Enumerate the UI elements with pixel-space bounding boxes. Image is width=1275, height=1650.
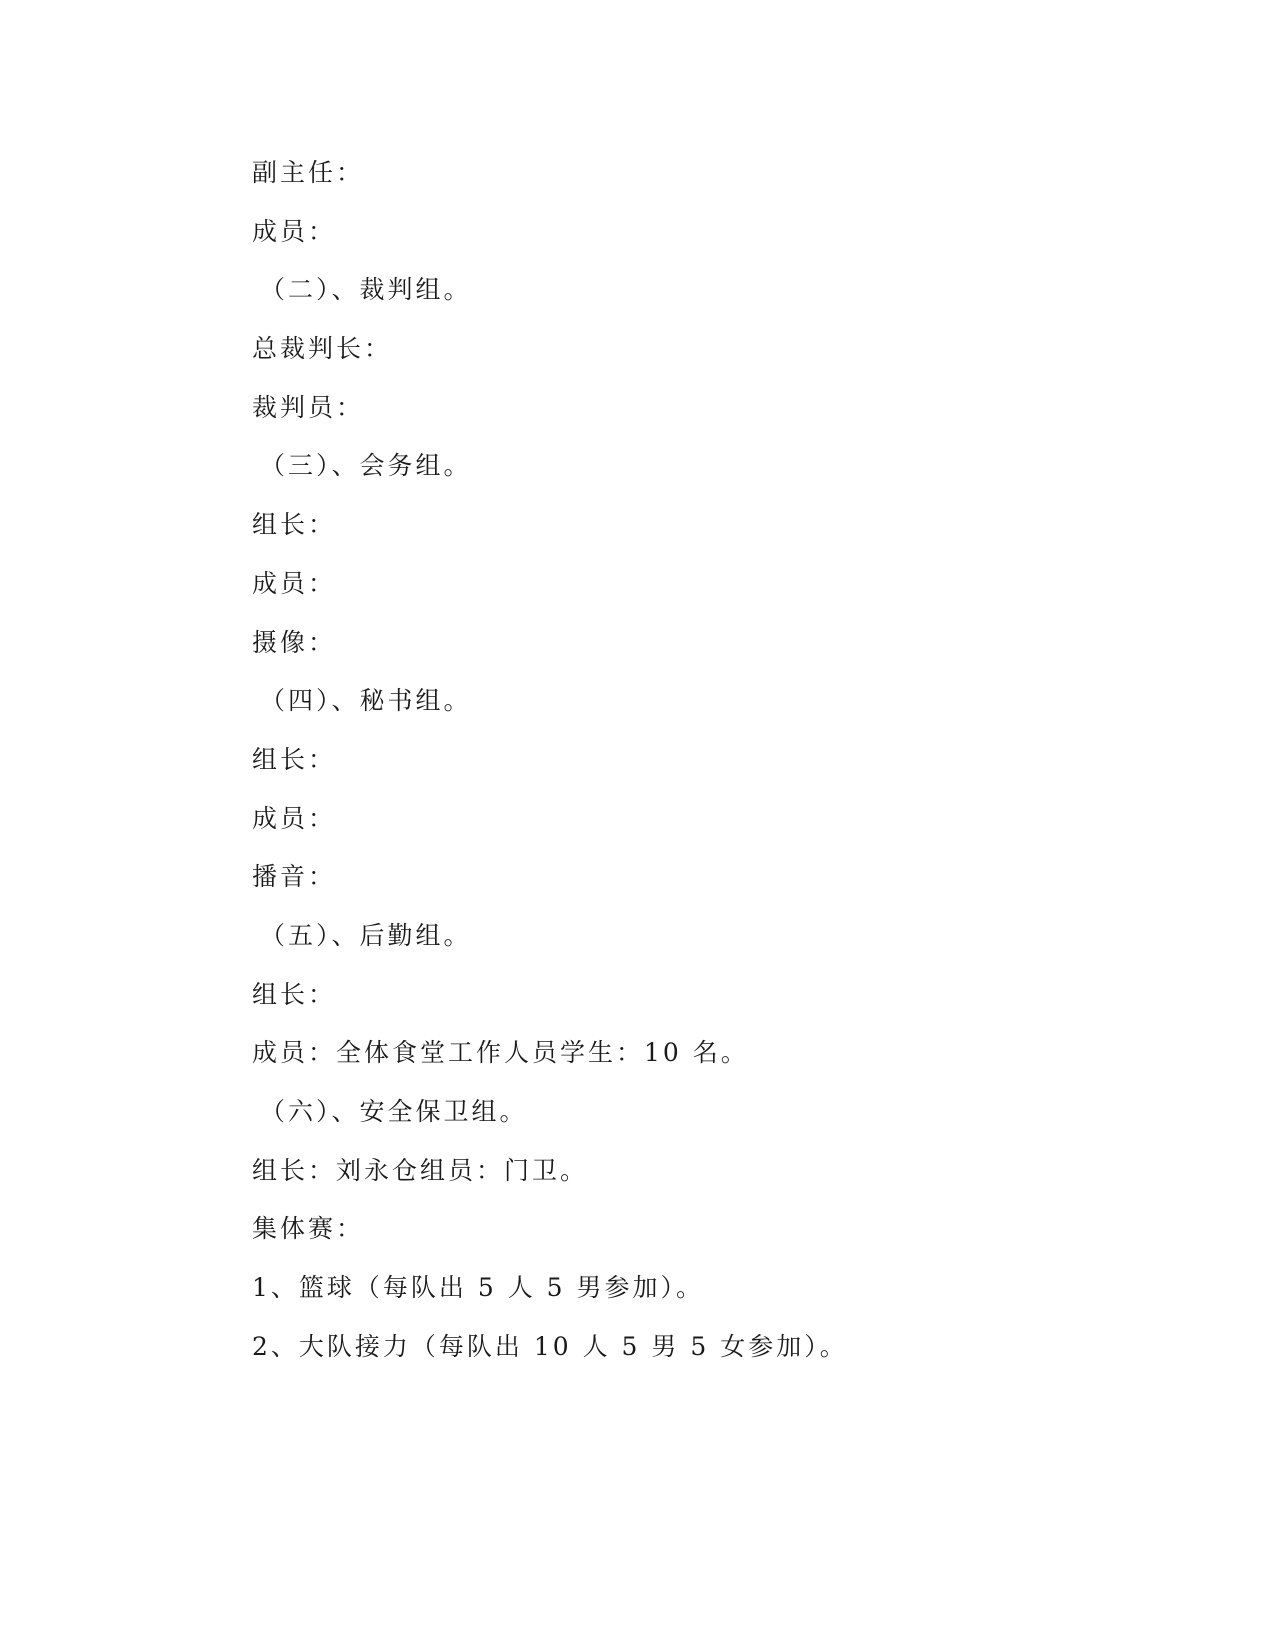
members-line: 成员：	[252, 568, 337, 598]
deputy-director-line: 副主任：	[252, 158, 365, 187]
team-events-line: 集体赛：	[252, 1214, 365, 1244]
referees-line: 裁判员：	[252, 392, 365, 422]
secretary-group-heading: （四）、秘书组。	[260, 686, 472, 716]
group-leader-line: 组长：	[252, 510, 337, 540]
event-item: 2、大队接力（每队出 10 人 5 男 5 女参加）。	[252, 1331, 848, 1361]
group-leader-line: 组长：刘永仓组员：门卫。	[252, 1155, 589, 1185]
affairs-group-heading: （三）、会务组。	[260, 451, 472, 481]
security-group-heading: （六）、安全保卫组。	[260, 1097, 528, 1126]
group-leader-line: 组长：	[252, 979, 337, 1009]
members-line: 成员：	[252, 803, 337, 833]
document-body	[252, 158, 1052, 1390]
logistics-group-heading: （五）、后勤组。	[260, 920, 472, 950]
event-item: 1、篮球（每队出 5 人 5 男参加）。	[252, 1273, 705, 1303]
chief-referee-line: 总裁判长：	[252, 334, 393, 364]
referee-group-heading: （二）、裁判组。	[260, 275, 472, 305]
members-line: 成员：全体食堂工作人员学生：10 名。	[252, 1038, 749, 1068]
camera-line: 摄像：	[252, 627, 337, 657]
broadcast-line: 播音：	[252, 862, 337, 892]
group-leader-line: 组长：	[252, 744, 337, 774]
members-line: 成员：	[252, 216, 337, 246]
